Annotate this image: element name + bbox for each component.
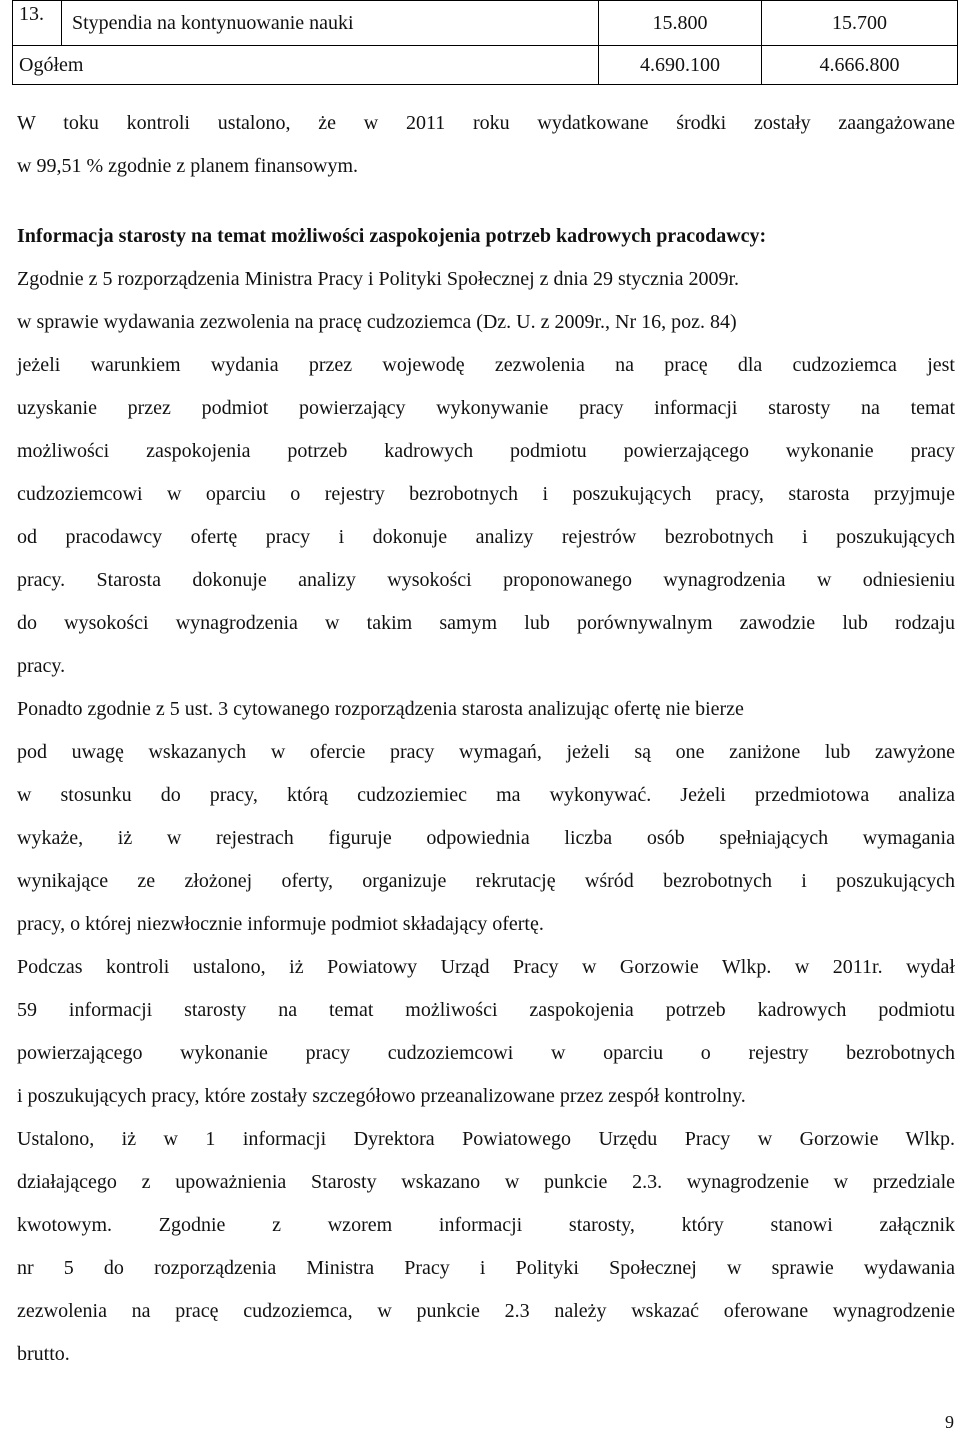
table-row <box>13 1 958 46</box>
paragraph-line: Podczas kontroli ustalono, iż Powiatowy Urząd Pracy w Gorzowie Wlkp. w 2011r. wydał <box>17 956 955 978</box>
paragraph-line: jeżeli warunkiem wydania przez wojewodę zezwolenia na pracę dla cudzoziemca jest <box>17 354 955 376</box>
paragraph-line: wynikające ze złożonej oferty, organizuje rekrutację wśród bezrobotnych i poszukujących <box>17 870 955 892</box>
paragraph-line: w stosunku do pracy, którą cudzoziemiec ma wykonywać. Jeżeli przedmiotowa analiza <box>17 784 955 806</box>
row-value-plan: 15.800 <box>599 1 762 46</box>
paragraph-line: nr 5 do rozporządzenia Ministra Pracy i Polityki Społecznej w sprawie wydawania <box>17 1257 955 1279</box>
paragraph-line: cudzoziemcowi w oparciu o rejestry bezrobotnych i poszukujących pracy, starosta przyjmuje <box>17 483 955 505</box>
paragraph-line: uzyskanie przez podmiot powierzający wykonywanie pracy informacji starosty na temat <box>17 397 955 419</box>
paragraph-regulation <box>17 258 955 688</box>
paragraph-line: W toku kontroli ustalono, że w 2011 roku wydatkowane środki zostały zaangażowane <box>17 112 955 134</box>
paragraph-line: Ustalono, iż w 1 informacji Dyrektora Powiatowego Urzędu Pracy w Gorzowie Wlkp. <box>17 1128 955 1150</box>
paragraph-line: brutto. <box>17 1343 70 1365</box>
budget-table <box>12 0 958 85</box>
page-number: 9 <box>945 1412 954 1432</box>
paragraph-line: pod uwagę wskazanych w ofercie pracy wymagań, jeżeli są one zaniżone lub zawyżone <box>17 741 955 763</box>
paragraph-line: kwotowym. Zgodnie z wzorem informacji starosty, który stanowi załącznik <box>17 1214 955 1236</box>
paragraph-line: pracy, o której niezwłocznie informuje podmiot składający ofertę. <box>17 913 544 935</box>
paragraph-line: powierzającego wykonanie pracy cudzoziemcowi w oparciu o rejestry bezrobotnych <box>17 1042 955 1064</box>
paragraph-line: pracy. <box>17 655 66 677</box>
paragraph-line: w sprawie wydawania zezwolenia na pracę cudzoziemca (Dz. U. z 2009r., Nr 16, poz. 84) <box>17 311 737 333</box>
paragraph-line: możliwości zaspokojenia potrzeb kadrowych podmiotu powierzającego wykonanie pracy <box>17 440 955 462</box>
row-value-actual: 15.700 <box>762 1 958 46</box>
paragraph-wage-range <box>17 1118 955 1376</box>
row-number: 13. <box>13 1 62 46</box>
row-name: Stypendia na kontynuowanie nauki <box>62 1 599 46</box>
paragraph-line: w 99,51 % zgodnie z planem finansowym. <box>17 155 359 177</box>
paragraph-ust3 <box>17 688 955 946</box>
paragraph-line: wykaże, iż w rejestrach figuruje odpowiednia liczba osób spełniających wymagania <box>17 827 955 849</box>
paragraph-line: Ponadto zgodnie z 5 ust. 3 cytowanego rozporządzenia starosta analizując ofertę nie bierze <box>17 698 744 720</box>
paragraph-line: działającego z upoważnienia Starosty wskazano w punkcie 2.3. wynagrodzenie w przedziale <box>17 1171 955 1193</box>
paragraph-findings <box>17 946 955 1118</box>
total-value-plan: 4.690.100 <box>599 46 762 85</box>
paragraph-line: pracy. Starosta dokonuje analizy wysokości proponowanego wynagrodzenia w odniesieniu <box>17 569 955 591</box>
paragraph-line: zezwolenia na pracę cudzoziemca, w punkcie 2.3 należy wskazać oferowane wynagrodzenie <box>17 1300 955 1322</box>
section-heading: Informacja starosty na temat możliwości zaspokojenia potrzeb kadrowych pracodawcy: <box>17 225 767 247</box>
paragraph-line: 59 informacji starosty na temat możliwości zaspokojenia potrzeb kadrowych podmiotu <box>17 999 955 1021</box>
paragraph-line: Zgodnie z 5 rozporządzenia Ministra Pracy i Polityki Społecznej z dnia 29 stycznia 2009r. <box>17 268 740 290</box>
total-label: Ogółem <box>13 46 599 85</box>
total-value-actual: 4.666.800 <box>762 46 958 85</box>
paragraph-line: do wysokości wynagrodzenia w takim samym lub porównywalnym zawodzie lub rodzaju <box>17 612 955 634</box>
paragraph-line: i poszukujących pracy, które zostały szczegółowo przeanalizowane przez zespół kontrolny. <box>17 1085 746 1107</box>
paragraph-execution <box>17 102 955 188</box>
paragraph-line: od pracodawcy ofertę pracy i dokonuje analizy rejestrów bezrobotnych i poszukujących <box>17 526 955 548</box>
table-row-total <box>13 46 958 85</box>
